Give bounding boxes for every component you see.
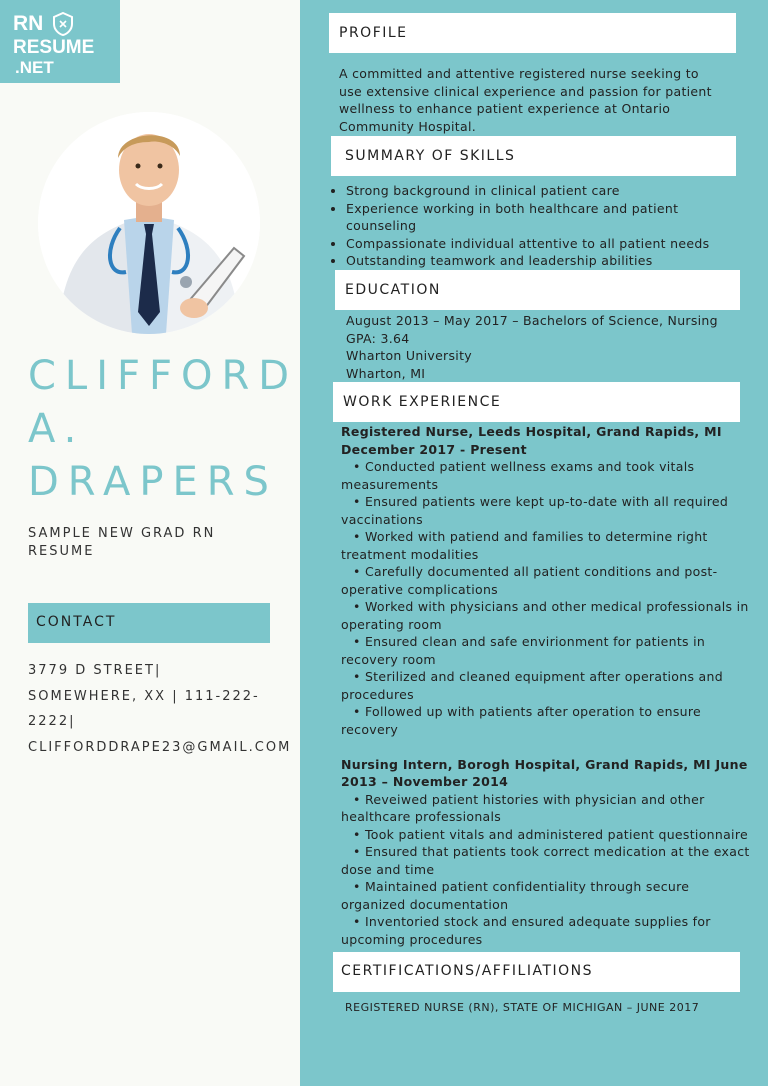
education-details <box>346 312 736 382</box>
job-bullet: • Reveiwed patient histories with physician and other healthcare professionals <box>341 791 705 824</box>
education-heading-bar <box>335 270 740 310</box>
job-bullet: • Sterilized and cleaned equipment after operations and procedures <box>341 669 723 702</box>
left-column <box>0 0 300 1086</box>
job-bullet: • Ensured clean and safe envirionment for patients in recovery room <box>341 634 706 667</box>
name-middle: A. <box>28 406 86 452</box>
profile-text: A committed and attentive registered nurse seeking to use extensive clinical experience and passion for patient wellness to enhance patient experience at Ontario Community Hospital. <box>339 66 712 134</box>
job-bullet: • Maintained patient confidentiality through secure organized documentation <box>341 879 690 912</box>
job-spacer <box>341 738 751 756</box>
skill-item: • Experience working in both healthcare and patient counseling <box>346 200 746 235</box>
work-heading-bar <box>333 382 740 422</box>
job-title: Registered Nurse, Leeds Hospital, Grand Rapids, MI December 2017 - Present <box>341 424 722 457</box>
shield-icon <box>52 12 74 36</box>
profile-photo <box>38 112 260 334</box>
resume-subtitle: SAMPLE NEW GRAD RN RESUME <box>28 526 216 559</box>
job-bullet: • Carefully documented all patient conditions and post-operative complications <box>341 564 718 597</box>
job-title: Nursing Intern, Borogh Hospital, Grand Rapids, MI June 2013 – November 2014 <box>341 756 748 789</box>
name-first: CLIFFORD <box>28 353 299 399</box>
education-gpa: GPA: 3.64 <box>346 330 410 346</box>
education-degree: August 2013 – May 2017 – Bachelors of Science, Nursing <box>346 313 718 328</box>
profile-heading-bar <box>329 13 736 53</box>
logo-line-2: RESUME <box>13 37 95 58</box>
skill-item: • Compassionate individual attentive to all patient needs <box>346 235 746 253</box>
name-last: DRAPERS <box>28 459 278 505</box>
job-bullet: • Worked with physicians and other medical professionals in operating room <box>341 599 749 632</box>
skills-heading: SUMMARY OF SKILLS <box>345 148 516 164</box>
job-bullet: • Conducted patient wellness exams and took vitals measurements <box>341 459 695 492</box>
job-bullet: • Worked with patiend and families to determine right treatment modalities <box>341 529 708 562</box>
certification-item: REGISTERED NURSE (RN), STATE OF MICHIGAN – JUNE 2017 <box>345 1001 700 1014</box>
job-bullet: • Ensured that patients took correct medication at the exact dose and time <box>341 844 750 877</box>
logo-line-1: RN <box>13 12 44 35</box>
certifications-heading-bar <box>333 952 740 992</box>
job-bullet: • Ensured patients were kept up-to-date with all required vaccinations <box>341 494 729 527</box>
job-bullet: • Inventoried stock and ensured adequate supplies for upcoming procedures <box>341 914 711 947</box>
work-experience <box>341 423 751 948</box>
doctor-illustration <box>38 112 260 334</box>
education-heading: EDUCATION <box>345 282 441 298</box>
site-logo[interactable] <box>0 0 120 83</box>
contact-details: 3779 D STREET| SOMEWHERE, XX | 111-222-2222| CLIFFORDDRAPE23@GMAIL.COM <box>28 663 292 755</box>
logo-line-3: .NET <box>15 58 54 77</box>
contact-heading: CONTACT <box>36 614 117 630</box>
education-location: Wharton, MI <box>346 365 426 381</box>
skill-item: • Outstanding teamwork and leadership abilities <box>346 252 746 270</box>
job-bullet: • Took patient vitals and administered patient questionnaire <box>353 826 748 842</box>
education-school: Wharton University <box>346 348 472 363</box>
contact-heading-bar <box>28 603 270 643</box>
work-heading: WORK EXPERIENCE <box>343 394 502 410</box>
job-bullet: • Followed up with patients after operation to ensure recovery <box>341 704 702 737</box>
skill-item: • Strong background in clinical patient care <box>346 182 746 200</box>
profile-heading: PROFILE <box>339 25 408 41</box>
skills-list <box>330 182 746 270</box>
candidate-name <box>28 350 299 509</box>
skills-heading-bar <box>331 136 736 176</box>
certifications-heading: CERTIFICATIONS/AFFILIATIONS <box>341 963 594 979</box>
